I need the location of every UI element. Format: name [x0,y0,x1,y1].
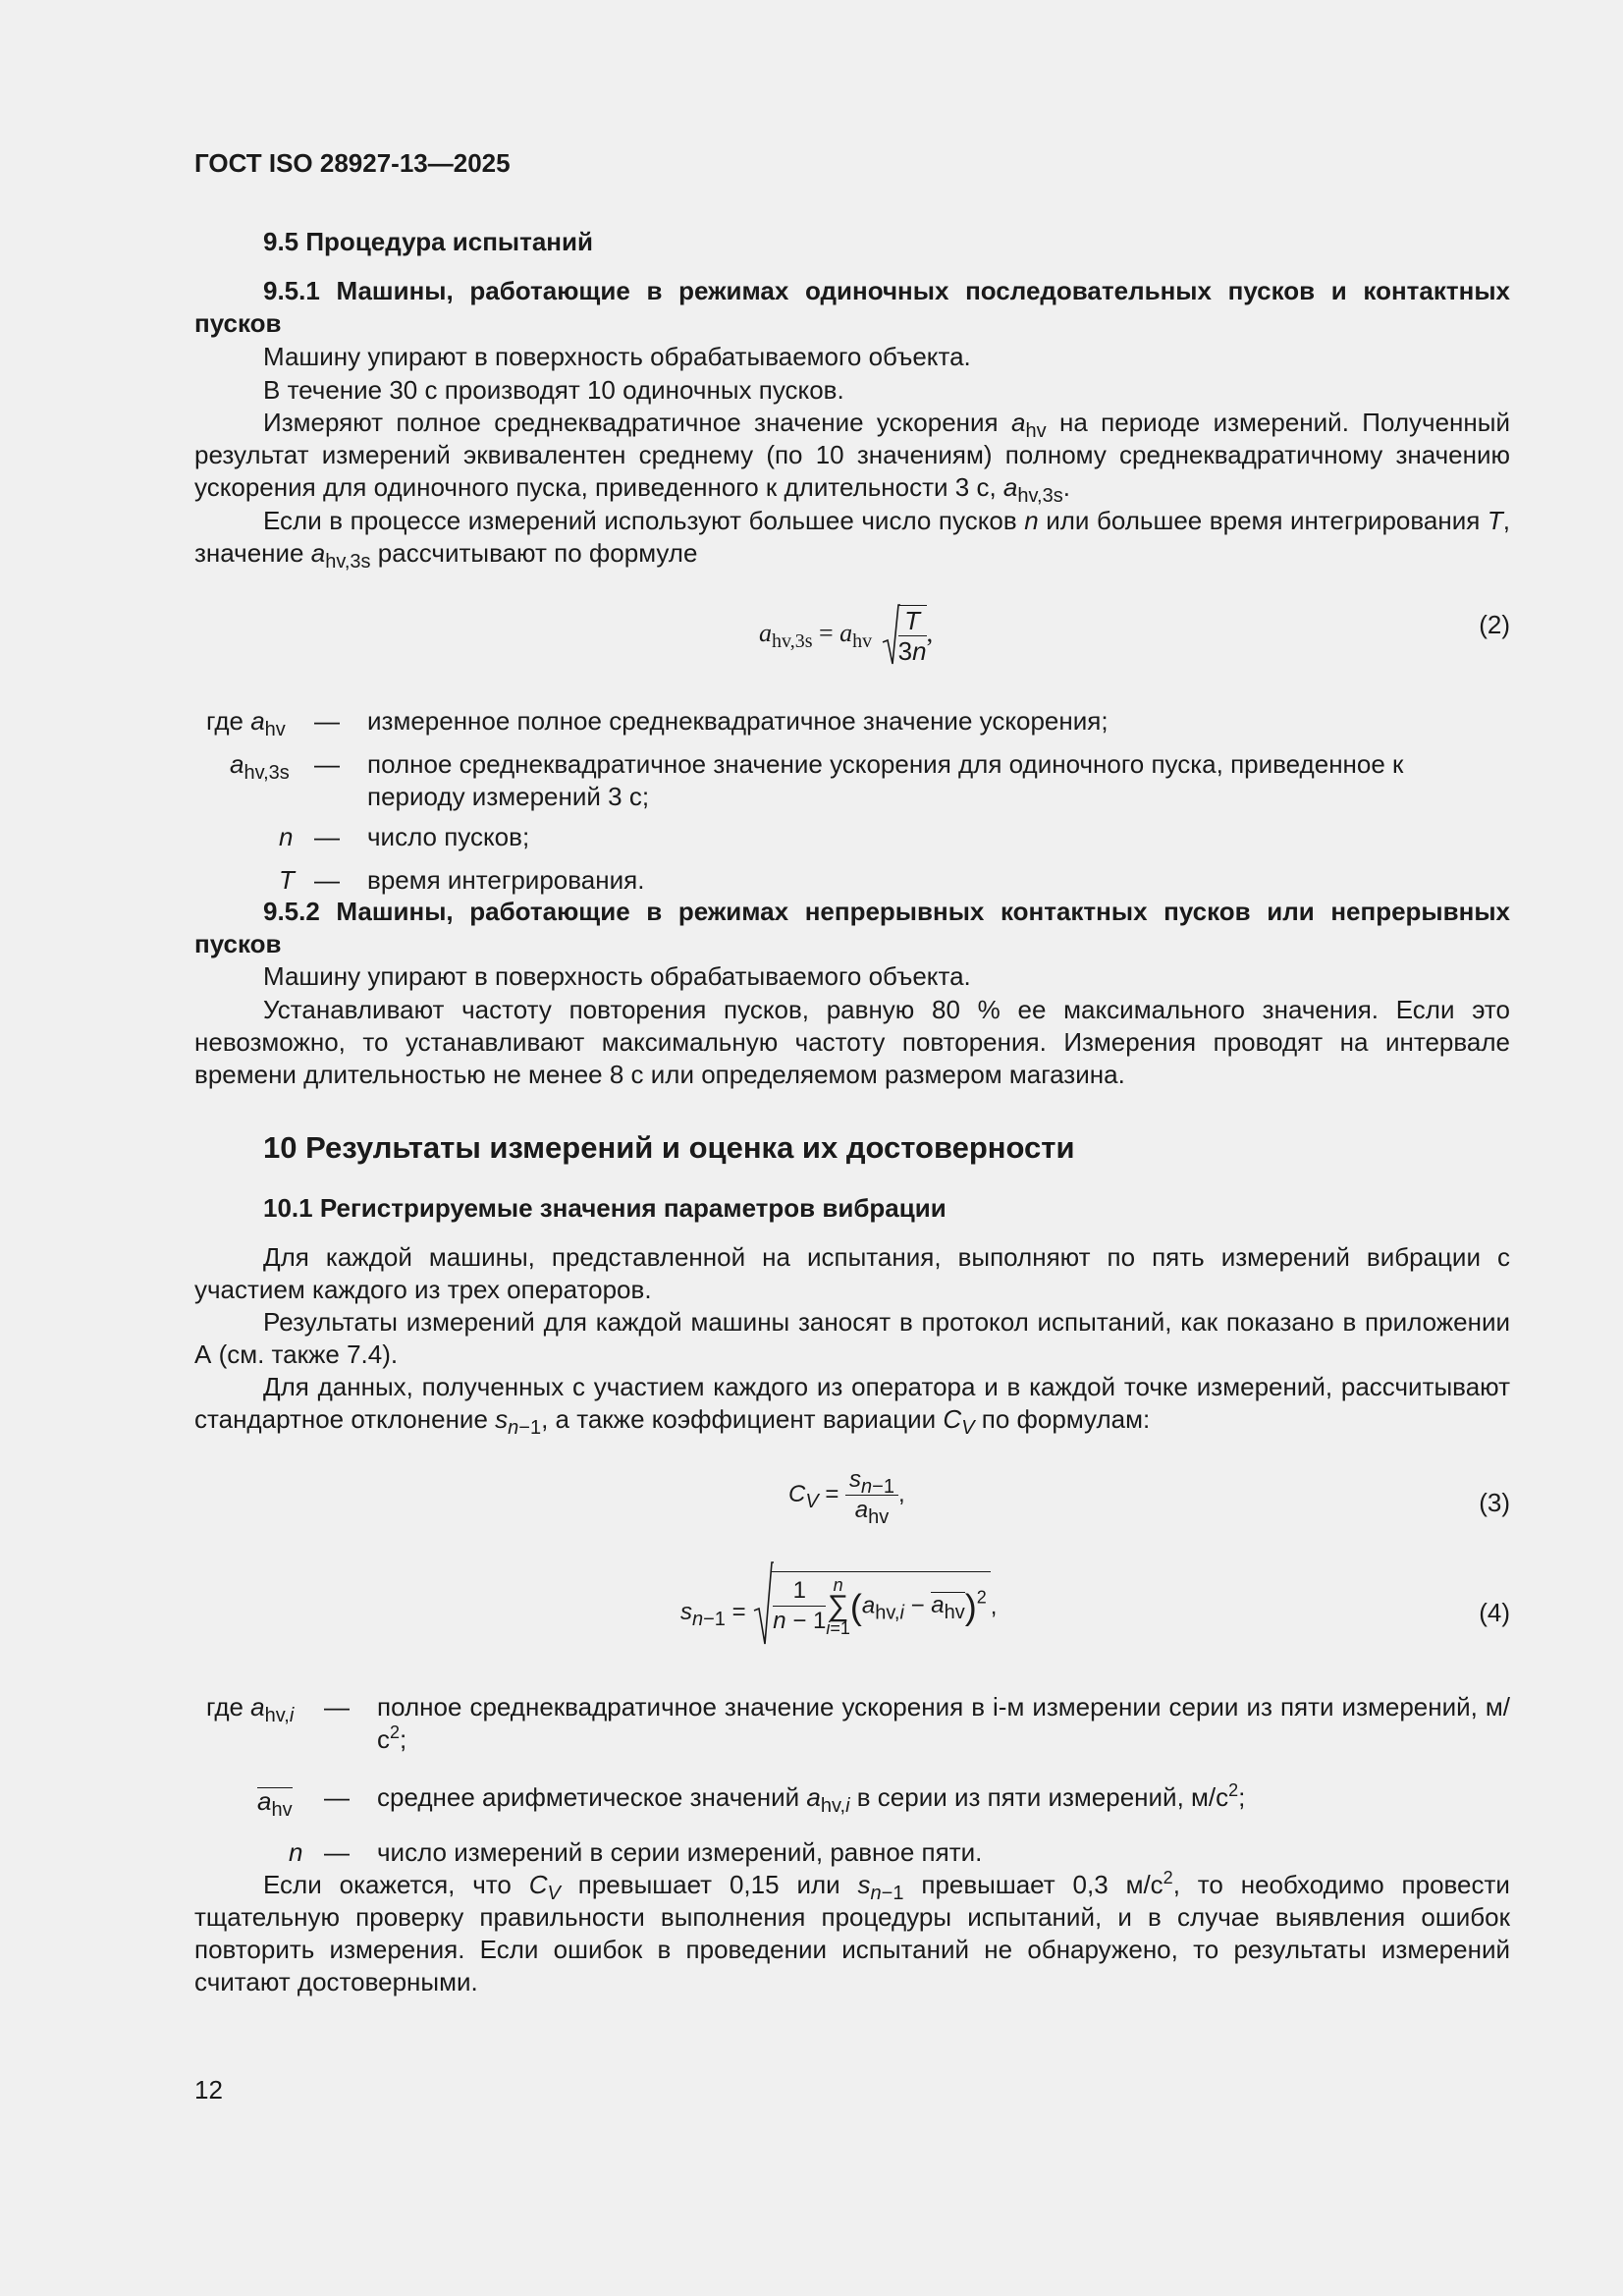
equation-4: $s_{n-1}$ = $\frac{1}{n - 1}$ n ∑ i=1 $(a_{hv,i} - a_{hv})^2$ , (4) [194,1563,1510,1662]
where-item: n [279,822,294,851]
where-item: n [289,1837,303,1867]
equation-3: $C_V$ = $\frac{s_{n-1}}{a_{hv}}$ , (3) [788,1466,1510,1528]
section-9-5-1-title: 9.5.1 Машины, работающие в режимах одиночных последовательных пусков и контактных пусков [194,276,1510,338]
section-10-1-title: 10.1 Регистрируемые значения параметров вибрации [263,1193,947,1223]
section-10-title: 10 Результаты измерений и оценка их достоверности [263,1130,1075,1165]
paragraph: В течение 30 с производят 10 одиночных пусков. [263,375,844,405]
section-9-5-title: 9.5 Процедура испытаний [263,227,593,256]
section-9-5-2-title: 9.5.2 Машины, работающие в режимах непрерывных контактных пусков или непрерывных пусков [194,897,1510,958]
paragraph: Для данных, полученных с участием каждого из оператора и в каждой точке измерений, рассчитывают стандартное отклонение $s_{n-1}$, а также коэффициент вариации $C_V$ по формулам: [194,1372,1510,1439]
paragraph: Для каждой машины, представленной на испытания, выполняют по пять измерений вибрации с участием каждого из трех операторов. [194,1242,1510,1304]
paragraph: Машину упирают в поверхность обрабатываемого объекта. [263,961,971,991]
paragraph: Измеряют полное среднеквадратичное значение ускорения $a_{hv}$ на периоде измерений. Полученный результат измерений эквивалентен среднему (по 10 значениям) полному среднеквадратичному значению ускорения для одиночного пуска, приведенного к длительности 3 с, $a_{hv,3s}$. [194,408,1510,507]
document-header: ГОСТ ISO 28927-13—2025 [194,148,511,178]
equation-number: (3) [1479,1488,1510,1517]
equation-number: (4) [1479,1598,1510,1627]
paragraph: Машину упирают в поверхность обрабатываемого объекта. [263,342,971,371]
where-item: где $a_{hv}$ [206,706,286,740]
page-number: 12 [194,2075,223,2105]
paragraph: Если в процессе измерений используют большее число пусков n или большее время интегрирования T, значение $a_{hv,3s}$ рассчитывают по формуле [194,506,1510,573]
where-item: T [279,865,295,895]
equation-number: (2) [1479,610,1510,639]
paragraph: Результаты измерений для каждой машины заносят в протокол испытаний, как показано в приложении А (см. также 7.4). [194,1307,1510,1369]
where-item: где $a_{hv,i}$ [206,1692,295,1726]
equation-2: $a_{hv,3s} = a_{hv}$ $\frac{T}{3n}$ , (2) [759,606,1510,666]
paragraph: Если окажется, что $C_V$ превышает 0,15 или $s_{n-1}$ превышает 0,3 $м/с^2$, то необходимо провести тщательную проверку правильности выполнения процедуры испытаний, и в случае выявления ошибок повторить измерения. Если ошибок в проведении испытаний не обнаружено, то результаты измерений считают достоверными. [194,1868,1510,1996]
where-item: $a_{hv}$ [257,1786,293,1821]
paragraph: Устанавливают частоту повторения пусков, равную 80 % ее максимального значения. Если это невозможно, то устанавливают максимальную частоту повторения. Измерения проводят на интервале времени длительностью не менее 8 с или определяемом размером магазина. [194,995,1510,1089]
where-item: $a_{hv,3s}$ [230,749,290,784]
